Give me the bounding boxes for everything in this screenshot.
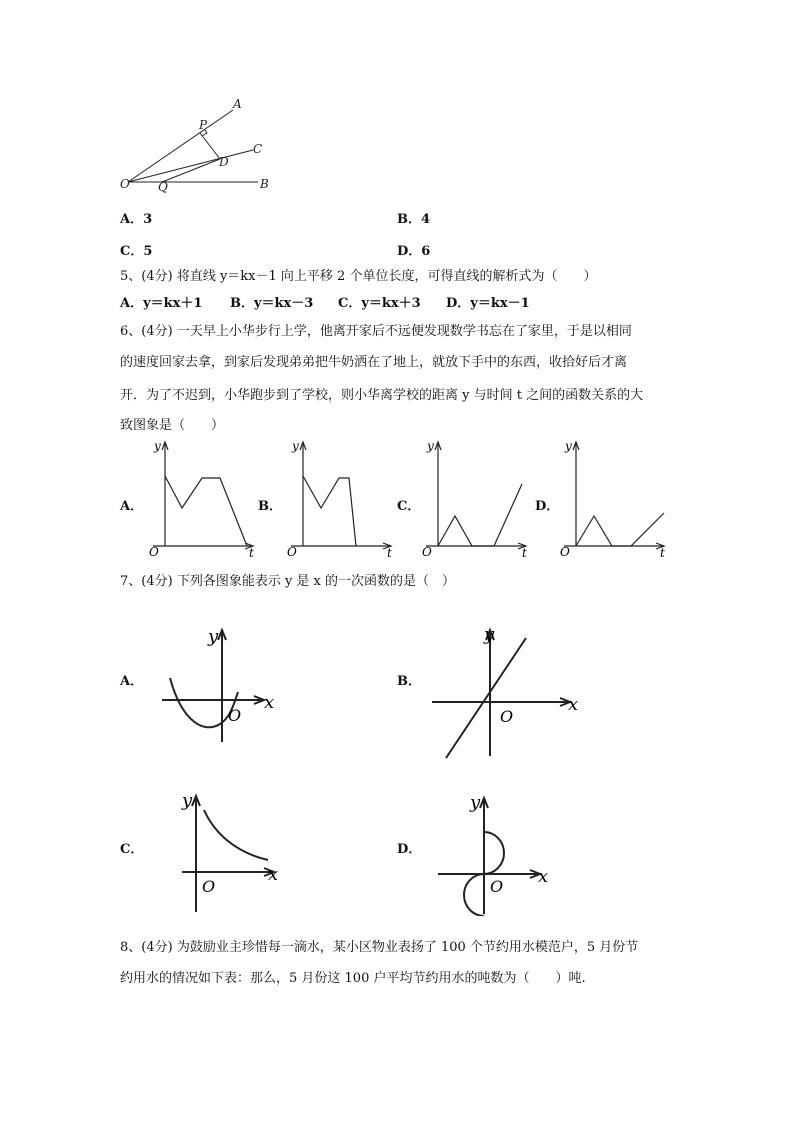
function-curve-lower (464, 874, 484, 916)
q5-option-d[interactable] (446, 292, 530, 311)
option-value: y＝kx＋3 (361, 296, 421, 311)
q4-label-c: C (253, 142, 263, 156)
option-value: 5 (143, 244, 153, 259)
q4-label-q: Q (158, 180, 168, 194)
y-label: y (427, 439, 434, 453)
origin-label: O (422, 545, 432, 558)
q6-option-a[interactable]: A． (120, 499, 144, 514)
q6-option-b[interactable]: B． (258, 499, 282, 514)
q5-stem: 5、(4分) 将直线 y＝kx－1 向上平移 2 个单位长度，可得直线的解析式为（ ） (120, 269, 597, 284)
q8-line-1: 8、(4分) 为鼓励业主珍惜每一滴水，某小区物业表扬了 100 个节约用水模范户，5 月份节 (120, 940, 639, 955)
q6-graph-c[interactable] (418, 436, 536, 558)
q6-line-2: 的速度回家去拿，到家后发现弟弟把牛奶洒在了地上，就放下手中的东西，收拾好后才离 (120, 355, 628, 370)
q6-line-4: 致图象是（ ） (120, 418, 225, 433)
q6-graph-b[interactable] (283, 436, 401, 558)
q6-graph-a[interactable] (145, 436, 263, 558)
option-value: y＝kx－3 (254, 296, 314, 311)
y-label: y (154, 439, 161, 453)
q7-option-c[interactable]: C． (120, 842, 144, 857)
y-label: y (565, 439, 572, 453)
x-label: t (249, 546, 254, 558)
q6-line-3: 开．为了不迟到，小华跑步到了学校，则小华离学校的距离 y 与时间 t 之间的函数关系的大 (120, 388, 644, 403)
q8-line-2: 约用水的情况如下表：那么，5 月份这 100 户平均节约用水的吨数为（ ）吨. (120, 971, 586, 986)
q5-option-a[interactable] (120, 292, 202, 311)
origin-label: O (490, 877, 504, 896)
y-label: y (208, 626, 219, 647)
q7-graph-a[interactable] (160, 622, 280, 746)
origin-label: O (287, 545, 297, 558)
option-letter: D． (397, 244, 422, 259)
origin-label: O (560, 545, 570, 558)
q7-stem: 7、(4分) 下列各图象能表示 y 是 x 的一次函数的是（ ） (120, 574, 456, 589)
origin-label: O (149, 545, 159, 558)
function-curve (165, 476, 247, 546)
q4-angle-figure (118, 98, 278, 194)
q4-option-c[interactable] (120, 240, 152, 259)
q7-option-d[interactable]: D． (397, 842, 422, 857)
option-value: 6 (421, 244, 431, 259)
option-letter: A． (120, 212, 144, 227)
x-label: t (660, 546, 665, 558)
option-value: 3 (143, 212, 153, 227)
q4-label-o: O (120, 177, 130, 191)
function-curve (576, 513, 664, 546)
q7-graph-b[interactable] (428, 620, 588, 762)
x-label: x (268, 864, 279, 885)
option-value: y＝kx－1 (470, 296, 530, 311)
q4-label-a: A (233, 98, 242, 111)
function-curve (204, 810, 268, 860)
option-letter: A． (120, 296, 144, 311)
option-letter: B． (397, 212, 421, 227)
q6-option-c[interactable]: C． (397, 499, 421, 514)
q5-option-c[interactable] (338, 292, 421, 311)
function-curve-upper (484, 832, 504, 874)
q4-option-a[interactable] (120, 208, 152, 227)
x-label: x (264, 692, 275, 713)
q7-graph-d[interactable] (434, 792, 554, 916)
y-label: y (484, 624, 495, 645)
q4-option-b[interactable] (397, 208, 430, 227)
q6-graph-d[interactable] (556, 436, 674, 558)
origin-label: O (228, 706, 242, 725)
option-letter: D． (446, 296, 471, 311)
q4-label-p: P (199, 118, 208, 132)
q4-label-b: B (260, 177, 269, 191)
q5-option-b[interactable] (230, 292, 313, 311)
option-letter: C． (338, 296, 362, 311)
q7-option-a[interactable]: A． (120, 674, 144, 689)
origin-label: O (500, 707, 514, 726)
option-value: 4 (421, 212, 431, 227)
option-letter: C． (120, 244, 144, 259)
y-label: y (292, 439, 299, 453)
x-label: x (568, 694, 579, 715)
x-label: t (387, 546, 392, 558)
q7-graph-c[interactable] (176, 788, 286, 916)
function-curve (438, 484, 522, 546)
option-letter: B． (230, 296, 254, 311)
q4-option-d[interactable] (397, 240, 430, 259)
q6-line-1: 6、(4分) 一天早上小华步行上学，他离开家后不远便发现数学书忘在了家里，于是以相同 (120, 324, 632, 339)
x-label: x (538, 866, 549, 887)
function-curve (303, 476, 356, 546)
origin-label: O (202, 877, 216, 896)
option-value: y＝kx＋1 (143, 296, 203, 311)
q7-option-b[interactable]: B． (397, 674, 421, 689)
x-label: t (522, 546, 527, 558)
q6-option-d[interactable]: D． (535, 499, 560, 514)
q4-label-d: D (219, 155, 229, 169)
function-line (446, 638, 526, 758)
y-label: y (182, 790, 193, 811)
y-label: y (470, 792, 481, 813)
